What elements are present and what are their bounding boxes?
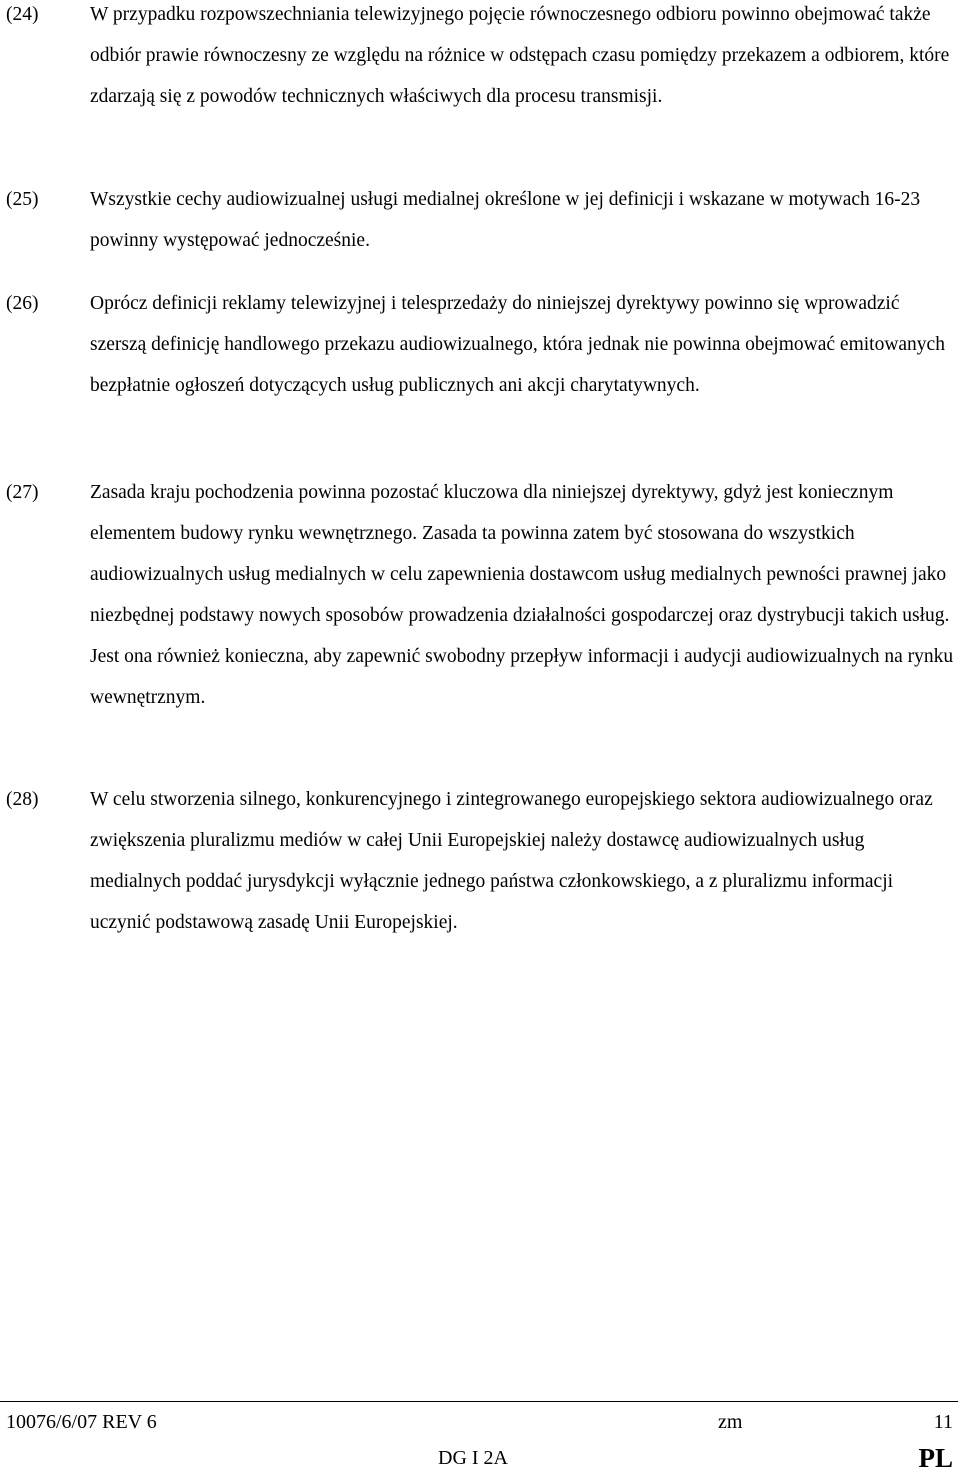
author-initials: zm	[718, 1411, 743, 1433]
recital-number: (27)	[6, 482, 39, 503]
recital-text: Zasada kraju pochodzenia powinna pozostać kluczowa dla niniejszej dyrektywy, gdyż jest koniecznym elementem budowy rynku wewnętrznego. Zasada ta powinna zatem być stosowana do wszystkich audiowizualnych usług medialnych w celu zapewnienia dostawcom usług medialnych pewności prawnej jako niezbędnej podstawy nowych sposobów prowadzenia działalności gospodarczej oraz dystrybucji takich usług. Jest ona również konieczna, aby zapewnić swobodny przepływ informacji i audycji audiowizualnych na rynku wewnętrznym.	[90, 482, 954, 708]
document-reference: 10076/6/07 REV 6	[6, 1411, 157, 1433]
footer-divider	[0, 1401, 958, 1402]
recital-text: W przypadku rozpowszechniania telewizyjnego pojęcie równoczesnego odbioru powinno obejmować także odbiór prawie równoczesny ze względu na różnice w odstępach czasu pomiędzy przekazem a odbiorem, które zdarzają się z powodów technicznych właściwych dla procesu transmisji.	[90, 4, 950, 107]
recital-text: W celu stworzenia silnego, konkurencyjnego i zintegrowanego europejskiego sektora audiowizualnego oraz zwiększenia pluralizmu mediów w całej Unii Europejskiej należy dostawcę audiowizualnych usług medialnych poddać jurysdykcji wyłącznie jednego państwa członkowskiego, a z pluralizmu informacji uczynić podstawową zasadę Unii Europejskiej.	[90, 789, 933, 933]
department-code: DG I 2A	[438, 1447, 508, 1469]
recital-number: (26)	[6, 293, 39, 314]
page-number: 11	[933, 1411, 953, 1433]
recital-number: (25)	[6, 189, 39, 210]
recital-number: (24)	[6, 4, 39, 25]
recital-text: Wszystkie cechy audiowizualnej usługi medialnej określone w jej definicji i wskazane w motywach 16-23 powinny występować jednocześnie.	[90, 189, 921, 251]
recital-number: (28)	[6, 789, 39, 810]
language-code: PL	[918, 1443, 953, 1473]
recital-text: Oprócz definicji reklamy telewizyjnej i telesprzedaży do niniejszej dyrektywy powinno się wprowadzić szerszą definicję handlowego przekazu audiowizualnego, która jednak nie powinna obejmować emitowanych bezpłatnie ogłoszeń dotyczących usług publicznych ani akcji charytatywnych.	[90, 293, 945, 396]
